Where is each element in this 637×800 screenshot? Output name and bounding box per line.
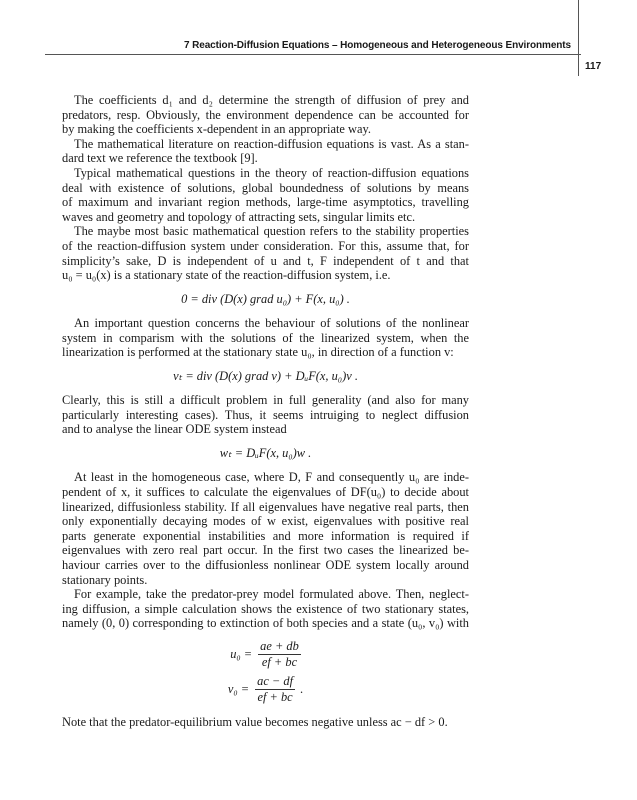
text-line: and to analyse the linear ODE system instead xyxy=(62,422,287,437)
equation-linearized: vₜ = div (D(x) grad v) + DᵤF(x, u₀)v . xyxy=(173,369,358,384)
text-line: linearization is performed at the stationary state u₀, in direction of a function v: xyxy=(62,345,454,360)
text-line: The coefficients d₁ and d₂ determine the strength of diffusion of prey and xyxy=(74,93,469,107)
text-line: predators, resp. Obviously, the environment dependence can be accounted for xyxy=(62,107,469,122)
paragraph xyxy=(62,224,469,282)
text-line: parts generate exponential instabilities and more information is required if xyxy=(62,528,469,543)
paragraph xyxy=(62,137,469,166)
denominator: ef + bc xyxy=(261,654,298,669)
text-line: of maximum and invariant region methods, large-time asymptotics, travelling xyxy=(62,195,469,210)
equation-stationary: 0 = div (D(x) grad u₀) + F(x, u₀) . xyxy=(181,292,350,307)
paragraph xyxy=(62,393,469,437)
equation-period: . xyxy=(300,682,304,697)
text-line: particularly interesting cases). Thus, it seems intruiging to neglect diffusion xyxy=(62,407,469,422)
equation-u0 xyxy=(230,637,301,672)
text-line: At least in the homogeneous case, where D, F and consequently u₀ are inde- xyxy=(74,470,469,485)
body-text xyxy=(62,93,469,730)
text-line: eigenvalues with zero real part occur. In the first two cases the linearized be- xyxy=(62,543,469,558)
text-line: u₀ = u₀(x) is a stationary state of the reaction-diffusion system, i.e. xyxy=(62,268,391,283)
text-line: deal with existence of solutions, global boundedness of solutions by means xyxy=(62,180,469,195)
paragraph xyxy=(62,470,469,587)
text-line: by making the coefficients x-dependent in an appropriate way. xyxy=(62,122,371,137)
equation-equilibrium xyxy=(62,637,469,707)
text-line: An important question concerns the behaviour of solutions of the nonlinear xyxy=(74,316,469,331)
paragraph xyxy=(62,587,469,631)
fraction xyxy=(255,674,295,705)
text-line: haviour carries over to the diffusionless nonlinear ODE system locally around xyxy=(62,557,469,572)
text-line: ing diffusion, a simple calculation shows the existence of two stationary states, xyxy=(62,601,469,616)
text-line: The maybe most basic mathematical question refers to the stability properties xyxy=(74,224,469,239)
equation-v0 xyxy=(228,672,303,707)
margin-rule xyxy=(578,0,579,76)
running-title: 7 Reaction-Diffusion Equations – Homogeneous and Heterogeneous Environments xyxy=(184,40,571,51)
text-line: Clearly, this is still a difficult problem in full generality (and also for many xyxy=(62,393,469,408)
text-line: only exponentially decaying modes of w exist, eigenvalues with positive real xyxy=(62,514,469,529)
fraction xyxy=(258,639,301,670)
paragraph xyxy=(62,316,469,360)
text-line: Note that the predator-equilibrium value becomes negative unless ac − df > 0. xyxy=(62,714,448,729)
text-line: Typical mathematical questions in the theory of reaction-diffusion equations xyxy=(74,165,469,180)
text-line: simplicity’s sake, D is independent of u and t, F independent of t and that xyxy=(62,253,469,268)
text-line: namely (0, 0) corresponding to extinction of both species and a state (u₀, v₀) with xyxy=(62,616,469,631)
text-line: of the reaction-diffusion system under consideration. For this, assume that, for xyxy=(62,238,469,253)
text-line: waves and geometry and topology of attracting sets, singular limits etc. xyxy=(62,209,416,224)
equation-lhs: v₀ = xyxy=(227,682,250,697)
numerator: ae + db xyxy=(260,638,299,653)
page-number: 117 xyxy=(585,61,602,72)
text-line: linearized, diffusionless stability. If all eigenvalues have negative real parts, then xyxy=(62,499,469,514)
text-line: system in comparism with the solutions of the linearized system, when the xyxy=(62,330,469,345)
paragraph xyxy=(62,166,469,224)
text-line: For example, take the predator-prey model formulated above. Then, neglect- xyxy=(74,587,469,602)
header-rule xyxy=(45,54,581,55)
text-line: pendent of x, it suffices to calculate the eigenvalues of DF(u₀) to decide about xyxy=(62,485,469,499)
text-line: stationary points. xyxy=(62,572,148,587)
text-line: dard text we reference the textbook [9]. xyxy=(62,151,258,166)
denominator: ef + bc xyxy=(257,689,293,704)
text-line: The mathematical literature on reaction-diffusion equations is vast. As a stan- xyxy=(74,136,469,151)
equation-ode: wₜ = DᵤF(x, u₀)w . xyxy=(219,446,312,461)
equation-lhs: u₀ = xyxy=(230,647,253,662)
numerator: ac − df xyxy=(257,673,294,688)
paragraph xyxy=(62,93,469,137)
